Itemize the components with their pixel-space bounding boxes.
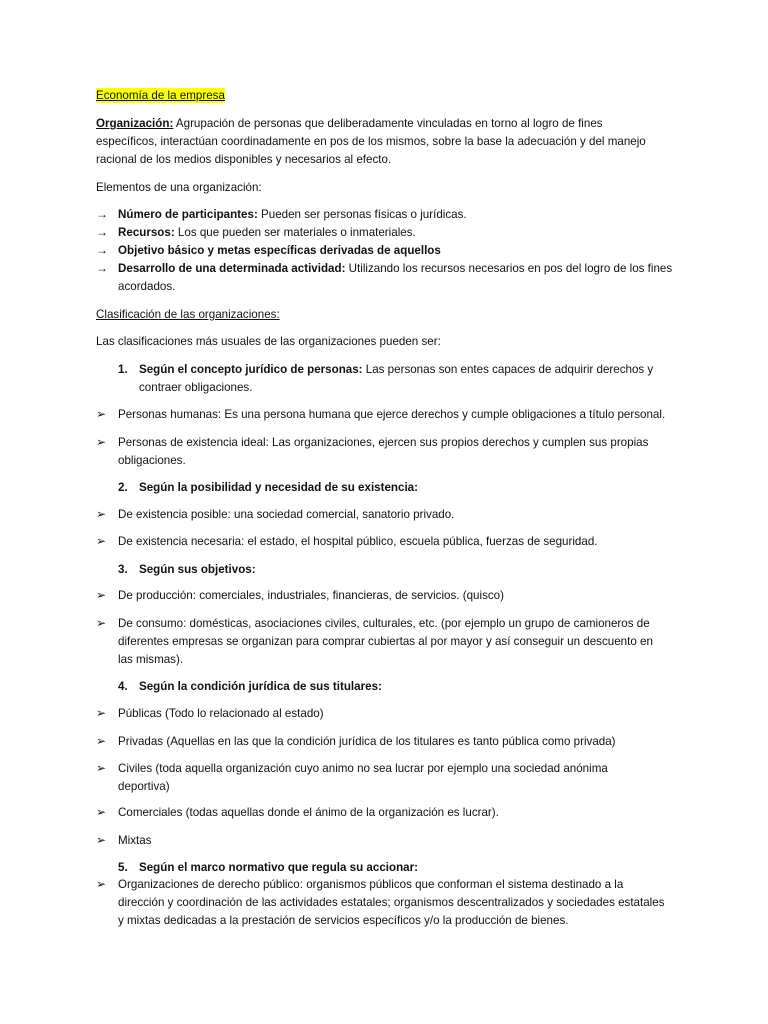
organizacion-definition-line-1: Organización: Agrupación de personas que deliberadamente vinculadas en torno al logro de fines	[96, 117, 603, 130]
list-item: Privadas (Aquellas en las que la condición jurídica de los titulares es tanto pública como privada)	[118, 735, 616, 748]
list-item: Mixtas	[118, 834, 152, 847]
section-number: 4.	[118, 680, 128, 693]
list-item: Personas de existencia ideal: Las organizaciones, ejercen sus propios derechos y cumplen sus propias	[118, 436, 649, 449]
element-item: Objetivo básico y metas específicas derivadas de aquellos	[118, 244, 441, 257]
section-heading: Según sus objetivos:	[139, 563, 256, 576]
section-number: 1.	[118, 363, 128, 376]
section-heading: Según la condición jurídica de sus titulares:	[139, 680, 382, 693]
section-heading-continuation: contraer obligaciones.	[139, 381, 253, 394]
section-number: 2.	[118, 481, 128, 494]
section-heading: Según la posibilidad y necesidad de su existencia:	[139, 481, 418, 494]
element-item: Recursos: Los que pueden ser materiales o inmateriales.	[118, 226, 416, 239]
bullet-icon: ➢	[96, 877, 107, 891]
list-item: De producción: comerciales, industriales, financieras, de servicios. (quisco)	[118, 589, 504, 602]
list-item: Organizaciones de derecho público: organismos públicos que conforman el sistema destinado a la	[118, 878, 624, 891]
bullet-icon: ➢	[96, 805, 107, 819]
section-number: 5.	[118, 861, 128, 874]
list-item-continuation: y mixtas dedicadas a la prestación de servicios específicos y/o la producción de bienes.	[118, 914, 569, 927]
document-title: Economía de la empresa	[96, 89, 225, 102]
bullet-icon: ➢	[96, 435, 107, 449]
list-item-continuation: las mismas).	[118, 653, 184, 666]
arrow-icon: →	[96, 225, 108, 239]
classification-title: Clasificación de las organizaciones:	[96, 308, 280, 321]
elements-intro: Elementos de una organización:	[96, 181, 262, 194]
section-heading: Según el marco normativo que regula su accionar:	[139, 861, 418, 874]
organizacion-term: Organización:	[96, 117, 174, 130]
list-item: De existencia necesaria: el estado, el hospital público, escuela pública, fuerzas de seguridad.	[118, 535, 598, 548]
list-item: Personas humanas: Es una persona humana que ejerce derechos y cumple obligaciones a título personal.	[118, 408, 666, 421]
classification-intro: Las clasificaciones más usuales de las organizaciones pueden ser:	[96, 335, 441, 348]
bullet-icon: ➢	[96, 734, 107, 748]
list-item-continuation: diferentes empresas se organizan para comprar cubiertas al por mayor y así conseguir un descuento en	[118, 635, 653, 648]
list-item: De consumo: domésticas, asociaciones civiles, culturales, etc. (por ejemplo un grupo de camioneros de	[118, 617, 650, 630]
element-item: Número de participantes: Pueden ser personas físicas o jurídicas.	[118, 208, 467, 221]
bullet-icon: ➢	[96, 534, 107, 548]
list-item-continuation: obligaciones.	[118, 454, 186, 467]
organizacion-definition-line-2: específicos, interactúan coordinadamente en pos de los mismos, sobre la base la adecuación y del manejo	[96, 135, 646, 148]
arrow-icon: →	[96, 207, 108, 221]
bullet-icon: ➢	[96, 588, 107, 602]
bullet-icon: ➢	[96, 706, 107, 720]
bullet-icon: ➢	[96, 833, 107, 847]
bullet-icon: ➢	[96, 616, 107, 630]
organizacion-definition-line-3: racional de los medios disponibles y necesarios al efecto.	[96, 153, 392, 166]
list-item: Civiles (toda aquella organización cuyo animo no sea lucrar por ejemplo una sociedad anónima	[118, 762, 608, 775]
bullet-icon: ➢	[96, 407, 107, 421]
list-item-continuation: deportiva)	[118, 780, 170, 793]
list-item: De existencia posible: una sociedad comercial, sanatorio privado.	[118, 508, 455, 521]
arrow-icon: →	[96, 261, 108, 275]
arrow-icon: →	[96, 243, 108, 257]
bullet-icon: ➢	[96, 507, 107, 521]
bullet-icon: ➢	[96, 761, 107, 775]
section-number: 3.	[118, 563, 128, 576]
list-item-continuation: dirección y coordinación de las actividades estatales; organismos descentralizados y sociedades estatales	[118, 896, 665, 909]
element-item-continuation: acordados.	[118, 280, 176, 293]
list-item: Comerciales (todas aquellas donde el ánimo de la organización es lucrar).	[118, 806, 499, 819]
list-item: Públicas (Todo lo relacionado al estado)	[118, 707, 324, 720]
element-item: Desarrollo de una determinada actividad: Utilizando los recursos necesarios en pos del logro de los fines	[118, 262, 673, 275]
section-heading: Según el concepto jurídico de personas: Las personas son entes capaces de adquirir derechos y	[139, 363, 654, 376]
